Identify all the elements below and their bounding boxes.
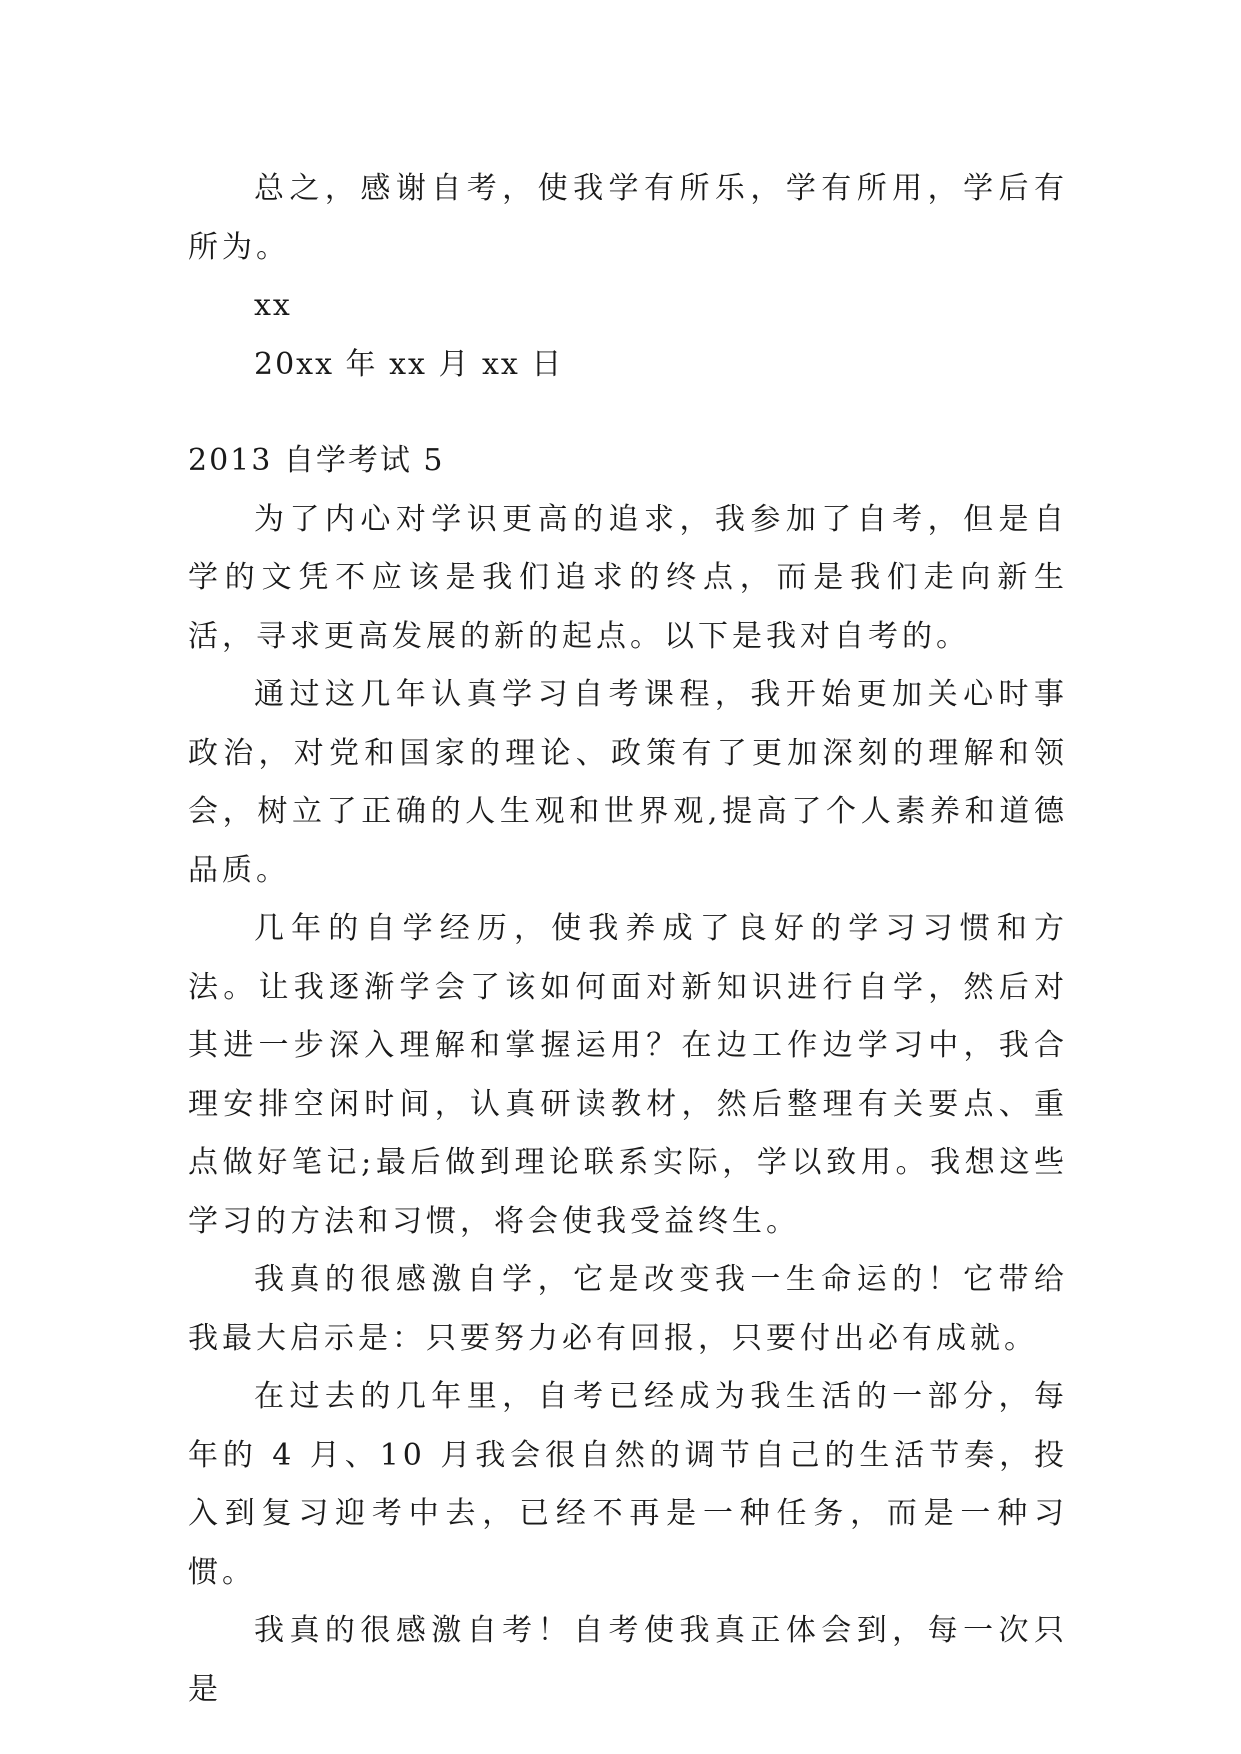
paragraph: 为了内心对学识更高的追求，我参加了自考，但是自学的文凭不应该是我们追求的终点，而是我们走向新生活，寻求更高发展的新的起点。以下是我对自考的。 xyxy=(188,501,1068,654)
paragraph: 几年的自学经历，使我养成了良好的学习习惯和方法。让我逐渐学会了该如何面对新知识进行自学，然后对其进一步深入理解和掌握运用？在边工作边学习中，我合理安排空闲时间，认真研读教材，然后整理有关要点、重点做好笔记;最后做到理论联系实际，学以致用。我想这些学习的方法和习惯，将会使我受益终生。 xyxy=(188,911,1068,1239)
closing-paragraph: 总之，感谢自考，使我学有所乐，学有所用，学后有所为。 xyxy=(188,171,1068,265)
paragraph: 在过去的几年里，自考已经成为我生活的一部分，每年的 4 月、10 月我会很自然的调节自己的生活节奏，投入到复习迎考中去，已经不再是一种任务，而是一种习惯。 xyxy=(188,1379,1068,1590)
paragraph: 我真的很感激自考！自考使我真正体会到，每一次只是 xyxy=(188,1613,1068,1707)
date-line: 20xx 年 xx 月 xx 日 xyxy=(254,346,564,382)
paragraph: 我真的很感激自学，它是改变我一生命运的！它带给我最大启示是：只要努力必有回报，只要付出必有成就。 xyxy=(188,1262,1068,1356)
document-body xyxy=(188,160,1068,1719)
signature: xx xyxy=(254,288,292,323)
paragraph: 通过这几年认真学习自考课程，我开始更加关心时事政治，对党和国家的理论、政策有了更加深刻的理解和领会，树立了正确的人生观和世界观,提高了个人素养和道德品质。 xyxy=(188,677,1068,888)
section-spacer xyxy=(188,394,1068,432)
section-title: 2013 自学考试 5 xyxy=(188,443,445,478)
